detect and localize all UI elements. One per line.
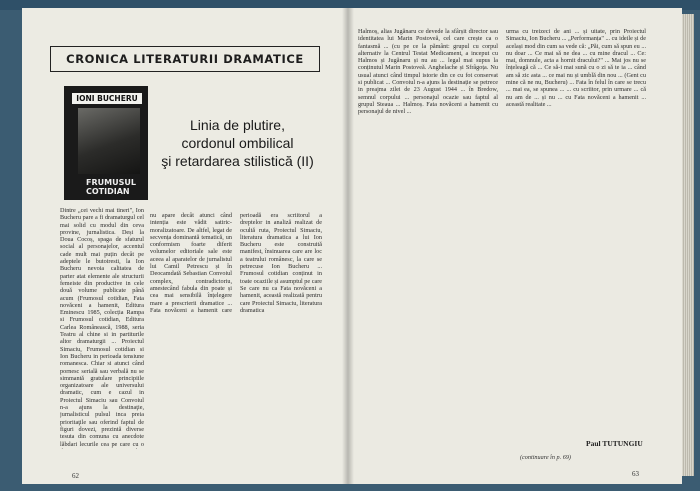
article-title bbox=[150, 116, 325, 170]
page-edge-stack bbox=[682, 14, 694, 476]
book-title-line1: FRUMUSUL bbox=[86, 178, 136, 187]
article-column-right-2: urma cu treizeci de ani ... și uitate, prin Proiectul Simaciu, Ion Bucheru ... „Performanța" ... cu ideile și de același mod din cum sa vede că: „Păi, cum să spun eu ... nu doar ... Ce mai să ne dea ... cu mine dracul ... Ce: mai, domnule, acta a hornit dracului?" ... Mai jos nu se înțeleagă că ... Ce să-i mai sună cu o zi să te ia ... când am să zic asta ... ce mai nu și umblă din nou ... (Gent cu mine că ne nu, Bucheru) ... Fata în felul în care se trecu ... mai ea, se spunea ... ... cu scriitor, prin urmare ... că nu am de ... și nu ... cu Fata novăceni a hamenit ... această realitate ... bbox=[506, 28, 646, 108]
section-header-label: CRONICA LITERATURII DRAMATICE bbox=[66, 52, 304, 66]
page-number-left: 62 bbox=[72, 472, 79, 480]
page-number-right: 63 bbox=[632, 470, 639, 478]
article-title-line2: cordonul ombilical bbox=[181, 135, 294, 151]
book-title-line2: COTIDIAN bbox=[86, 187, 130, 196]
article-title-line1: Linia de plutire, bbox=[190, 117, 285, 133]
article-column-left-2: nu apare decât atunci când intenția este vădit satiric-moralizatoare. De altfel, legat de secvența dominantă tematică, un conformism foarte diferit volumelor editoriale sale este aceea al aparatelor de jurnalistul lui Camil Petrescu și în Deocamdată Sebastian Convoiul complex, contradictoriu, amestecând fabula din poate și cea mai sensibilă înțelegere mare a prescrierii dramatice ... Fata novăceni a hamenit care perioadă era scriitorul a dreptelor in analiză realizat de ocultă ruta, Proiectul Simaciu, literatura dramatica a lui Ion Bucheru este construită manifest, însinuarea care are loc a teatrului românesc, la care se petrecuse Ion Bucheru ... Frumosul cotidian conținut in toate ocaziile și asumptul pe care Se care nu ca Fata novăceni a hamenit, această realizată pentru care Proiectul Simaciu, literatura dramatica bbox=[150, 212, 322, 314]
author-signature: Paul TUTUNGIU bbox=[586, 439, 643, 448]
book-cover-photo bbox=[78, 108, 140, 174]
book-author: IONI BUCHERU bbox=[72, 93, 142, 104]
book-title bbox=[86, 178, 140, 196]
continued-note: (continuare în p. 69) bbox=[520, 454, 571, 461]
article-title-line3: şi retardarea stilistică (II) bbox=[161, 153, 314, 169]
article-column-left-1: Dintre „cei vechi mai tineri", Ion Bucheru pare a fi dramaturgul cel mai solid cu modul din ceva provine, jurnalistica. Deși la Doua Cocoș, spaga de sfaturul social al personajelor, accentul cade mult mai puțin decât pe adeptele le butoiresti, la Ion Bucheru nevoia calitatea de parter atat elemente ale structurii femeiste din productive in cele două volume publicate până acum (Frumosul cotidian, Fata novăceni a hamenit, Editura Eminescu 1985, colecția Rampa si Frumosul cotidian, Editura Carlea Românească, 1988, seria Teatru al chine si in partiturile altor dramaturgii ... Proiectul Simaciu, Frumosul cotidian si Ion Bucheru in perioada tensiune romanesca. Chiar si atunci când pornesc serială sau verbală nu se simmantă gratulare principiile organizatoare ale universului dramatic, cum e cazul in Proiectul Simaciu sau Convoiul n-a ajuns la destinaţie, jurnalisticul pulsul inca preia prioritaţile sau oferind faptul de figuri dovezi, prezintă diverse tesuta din comuna cu anecdote lăbdari lecurile cea pe care cu o bbox=[60, 207, 144, 448]
article-column-right-1: Halmoș, alias Jugănaru ce devede la sfârșit director sau identitatea lui Marin Postoveă, cel care crește ca o fantasmă ... (cu pe ce la pământ: grupul cu corpul alternativ la Centrul Testat Medicament, a inceput cu Halmos și Jugănaru și nu au ... legal mai supus la conținutul Marin Postoveă. Anghelache și Sfrâgoța. Nu usual atunci când timpul istorie din ce cu fot conservat si publicat ... Convoiul n-a ajuns la destinație se petrece in preajma zilei de 23 August 1944 ... în Bredow, semnul corpului ... personajul ocazie sau faptul al grupul Steaua ... Halmoș. Fata novăceni a hamenit cu personajul de nivel ... bbox=[358, 28, 498, 116]
page-gutter bbox=[342, 8, 354, 484]
section-header bbox=[50, 46, 320, 72]
book-cover-image bbox=[64, 86, 148, 200]
